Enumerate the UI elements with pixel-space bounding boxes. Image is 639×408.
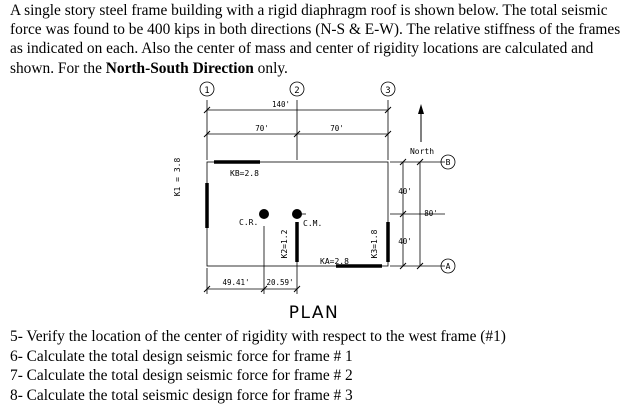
dim-right-label: 70' [330, 124, 344, 133]
question-6: 6- Calculate the total design seismic force for frame # 1 [10, 347, 353, 365]
dim-lower-label: 40' [398, 237, 412, 246]
cr-label: C.R. [239, 218, 259, 227]
center-of-rigidity-marker [259, 209, 269, 219]
cm-label: C.M. [303, 219, 323, 228]
question-5: 5- Verify the location of the center of rigidity with respect to the west frame (#1) [10, 328, 506, 345]
question-8: 8- Calculate the total seismic design force for frame # 3 [10, 386, 353, 404]
dim-cr-label: 49.41' [222, 278, 250, 287]
dim-left-label: 70' [255, 124, 269, 133]
plan-title: PLAN [288, 303, 340, 323]
dim-overall-label: 80' [424, 209, 438, 218]
frame-2-label: K2=1.2 [280, 229, 289, 259]
grid-label-a: A [445, 262, 451, 271]
frame-3-label: K3=1.8 [370, 229, 379, 259]
dim-upper-label: 40' [398, 187, 412, 196]
grid-label-3: 3 [385, 86, 391, 96]
question-7: 7- Calculate the total design seismic force for frame # 2 [10, 367, 353, 384]
dim-total-label: 140' [271, 100, 291, 109]
grid-label-1: 1 [204, 86, 210, 96]
dim-cm-label: 20.59' [266, 278, 294, 287]
intro-text: A single story steel frame building with a rigid diaphragm roof is shown below. The total seismic force was found to be 400 kips in both directions (N-S & E-W). The relative stiffness of the frames as indicated on each. Also the center of mass and center of rigidity locations are calculated and shown. For the [10, 2, 621, 77]
intro-emphasis: North-South Direction [105, 59, 254, 77]
north-arrow-icon [418, 104, 424, 142]
intro-tail: only. [253, 59, 288, 77]
question-list [10, 327, 630, 405]
north-label: North [409, 147, 435, 156]
frame-b-label: KB=2.8 [230, 169, 259, 178]
frame-a-label: KA=2.8 [320, 257, 349, 266]
grid-label-2: 2 [294, 86, 300, 96]
frame-1-label: K1 = 3.8 [173, 157, 182, 197]
grid-label-b: B [445, 158, 451, 167]
